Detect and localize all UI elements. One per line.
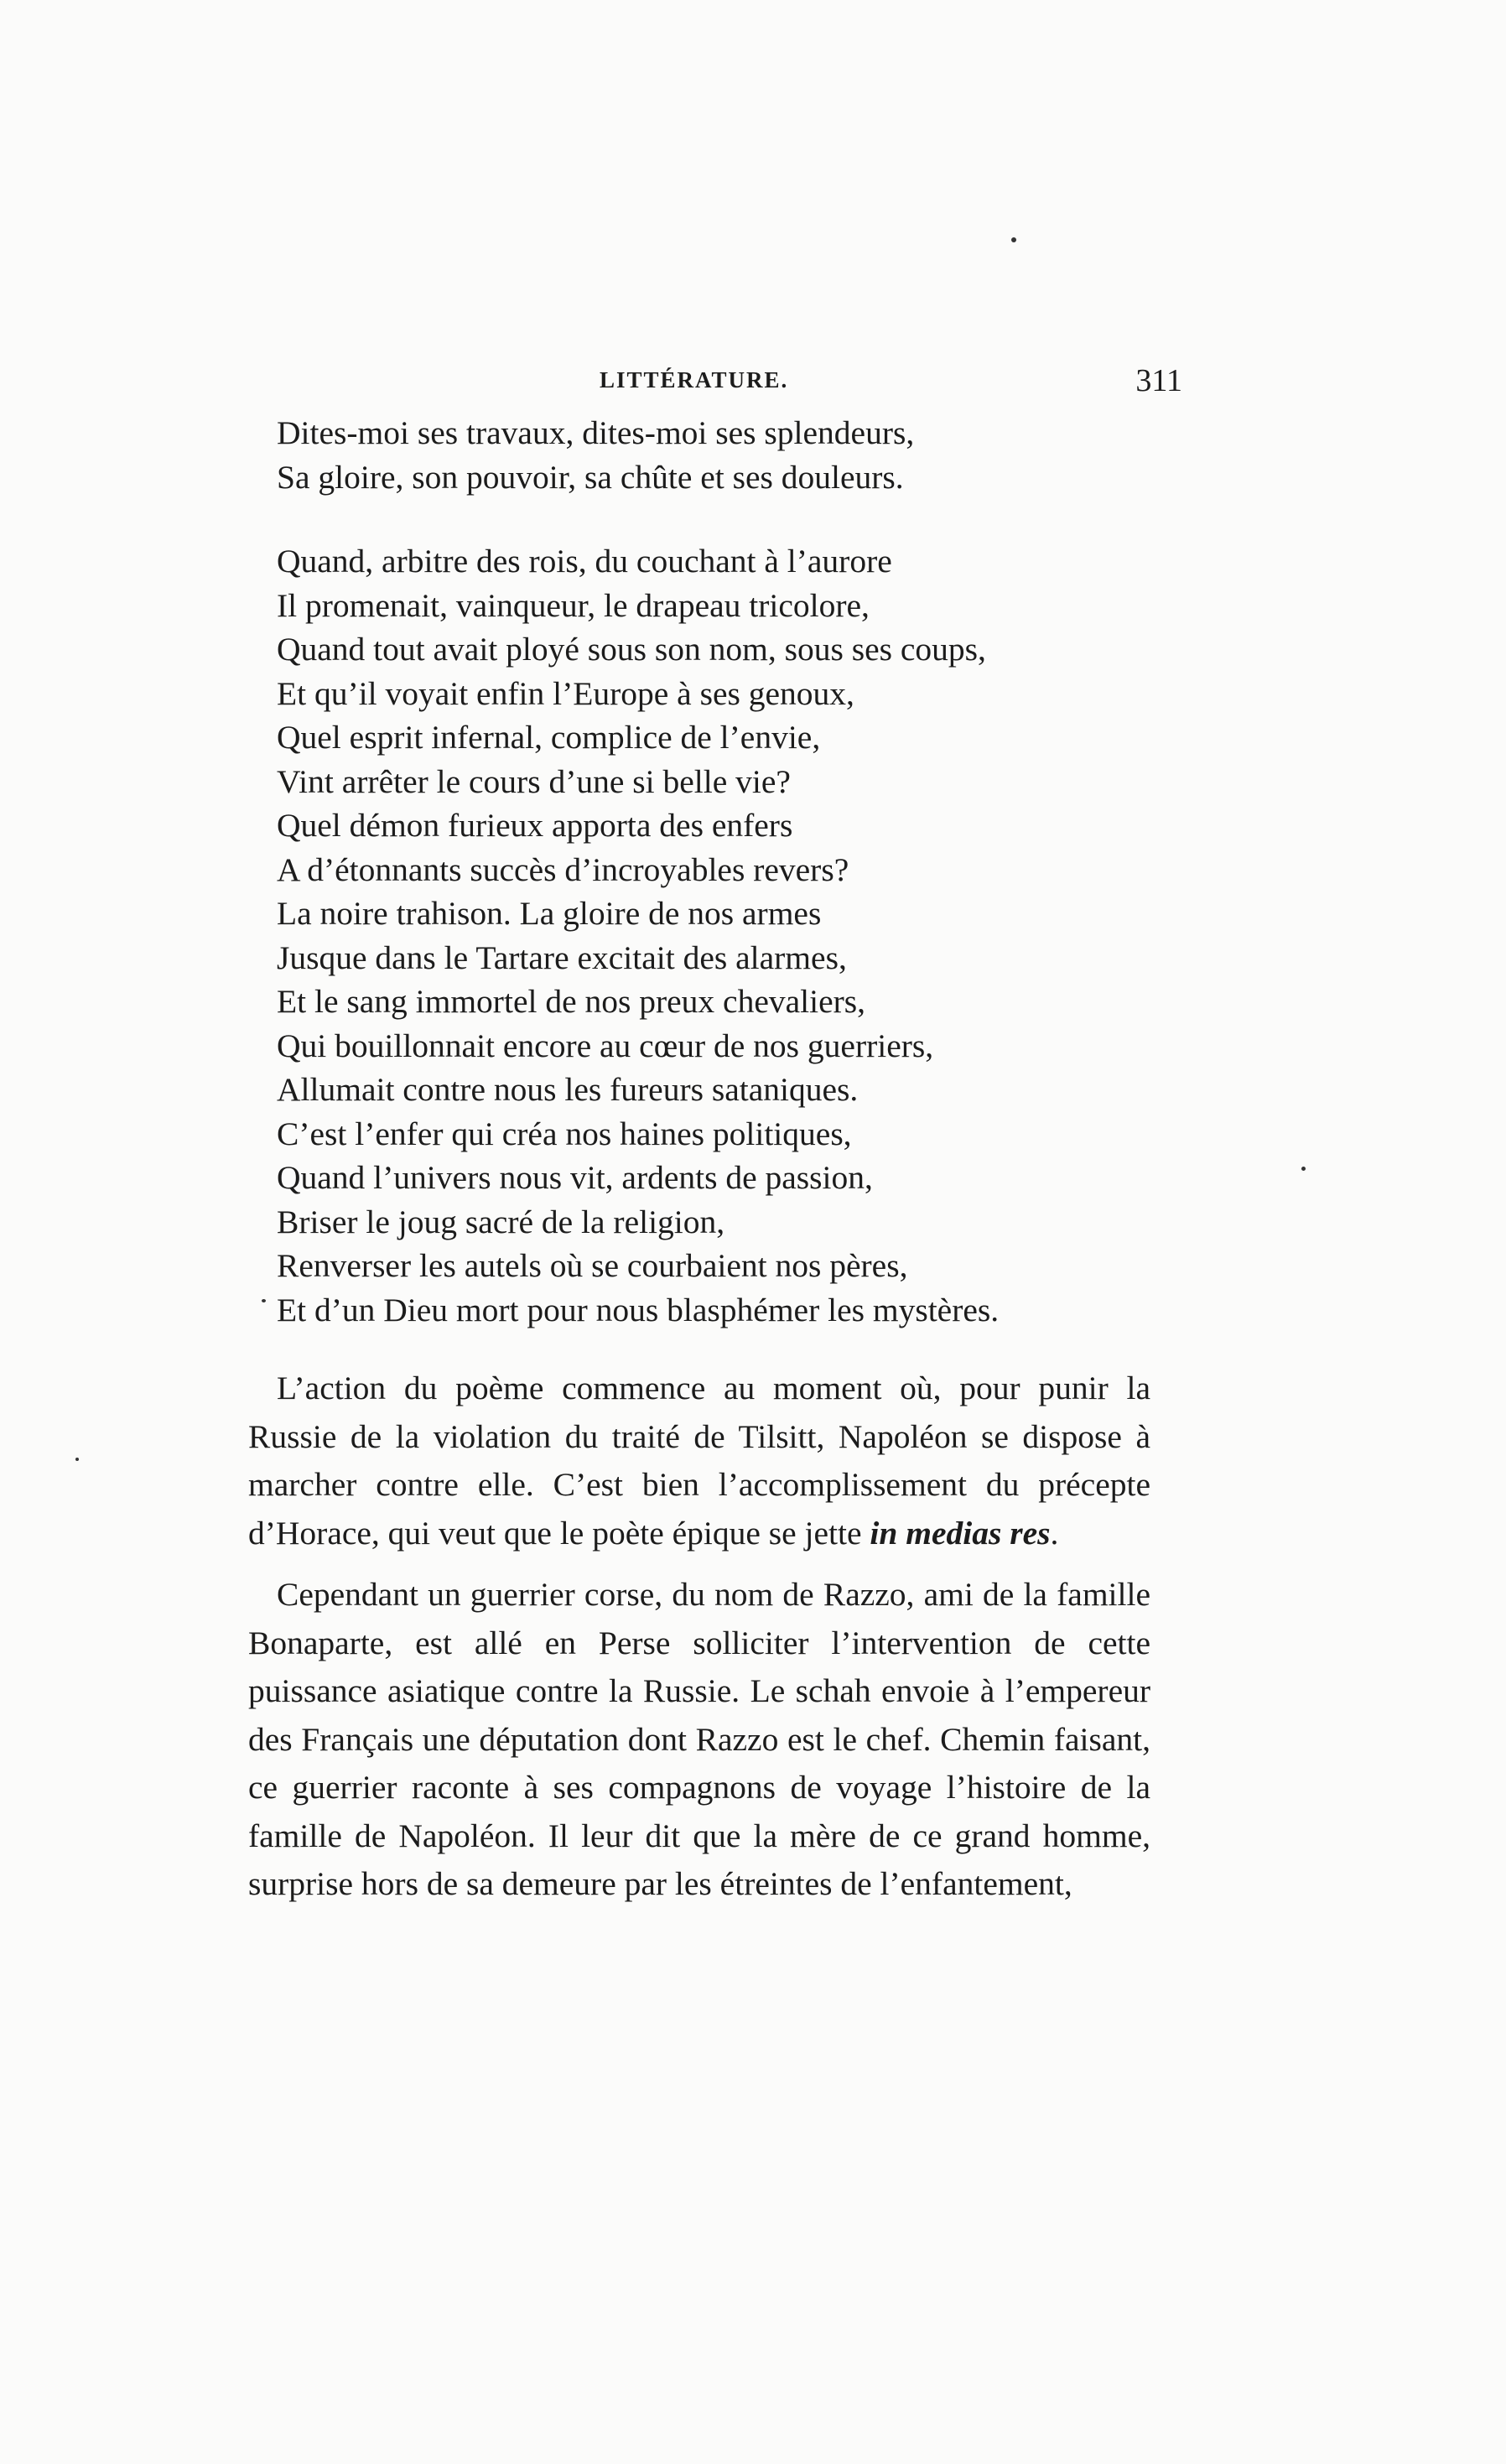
print-speck [262,1299,266,1302]
stanza-1 [277,411,1199,499]
stanza-2 [277,539,1199,1332]
verse-line: Et d’un Dieu mort pour nous blasphémer les mystères. [277,1291,1000,1328]
verse-line: Dites-moi ses travaux, dites-moi ses splendeurs, [277,414,915,451]
verse-line: A d’étonnants succès d’incroyables revers? [277,850,849,888]
paragraph: Cependant un guerrier corse, du nom de Razzo, ami de la famille Bonaparte, est allé en Perse solliciter l’intervention de cette puissance asiatique contre la Russie. Le schah envoie à l’empereur des Français une députation dont Razzo est le chef. Chemin faisant, ce guerrier raconte à ses compagnons de voyage l’histoire de la famille de Napoléon. Il leur dit que la mère de ce grand homme, surprise hors de sa demeure par les étreintes de l’enfantement, [248,1576,1150,1902]
print-speck [1301,1167,1306,1171]
verse-line: Briser le joug sacré de la religion, [277,1203,725,1240]
verse-line: Jusque dans le Tartare excitait des alarmes, [277,938,847,976]
verse-line: La noire trahison. La gloire de nos armes [277,895,822,932]
verse-line: Allumait contre nous les fureurs sataniques. [277,1071,859,1108]
verse-line: Quel démon furieux apporta des enfers [277,807,793,844]
verse-line: Quand l’univers nous vit, ardents de passion, [277,1159,873,1196]
running-title: LITTÉRATURE. [600,367,789,392]
paragraph-text: L’action du poème commence au moment où, pour punir la Russie de la violation du traité de Tilsitt, Napoléon se dispose à marcher contre elle. C’est bien l’accomplissement du précepte d’Horace, qui veut que le poète épique se jette [248,1370,1150,1552]
verse-line: Et le sang immortel de nos preux chevaliers, [277,983,866,1020]
verse-line: Il promenait, vainqueur, le drapeau tricolore, [277,586,870,624]
verse-line: C’est l’enfer qui créa nos haines politiques, [277,1115,852,1152]
verse-line: Quand, arbitre des rois, du couchant à l’aurore [277,543,892,580]
verse-line: Qui bouillonnait encore au cœur de nos guerriers, [277,1027,934,1064]
running-head [252,362,1182,404]
page-number: 311 [1135,363,1182,398]
print-speck [1011,237,1016,242]
verse-block [277,411,1199,1332]
verse-line: Sa gloire, son pouvoir, sa chûte et ses douleurs. [277,458,904,496]
verse-line: Quel esprit infernal, complice de l’envie, [277,719,821,756]
verse-line: Renverser les autels où se courbaient nos pères, [277,1247,908,1284]
verse-line: Vint arrêter le cours d’une si belle vie? [277,762,791,800]
latin-phrase: in medias res [870,1514,1051,1552]
verse-line: Quand tout avait ployé sous son nom, sous ses coups, [277,631,986,668]
paragraph [248,1365,1150,1557]
paragraph-ending: . [1050,1514,1059,1552]
print-speck [75,1458,79,1461]
prose-block [248,1365,1150,1909]
verse-line: Et qu’il voyait enfin l’Europe à ses genoux, [277,674,854,712]
